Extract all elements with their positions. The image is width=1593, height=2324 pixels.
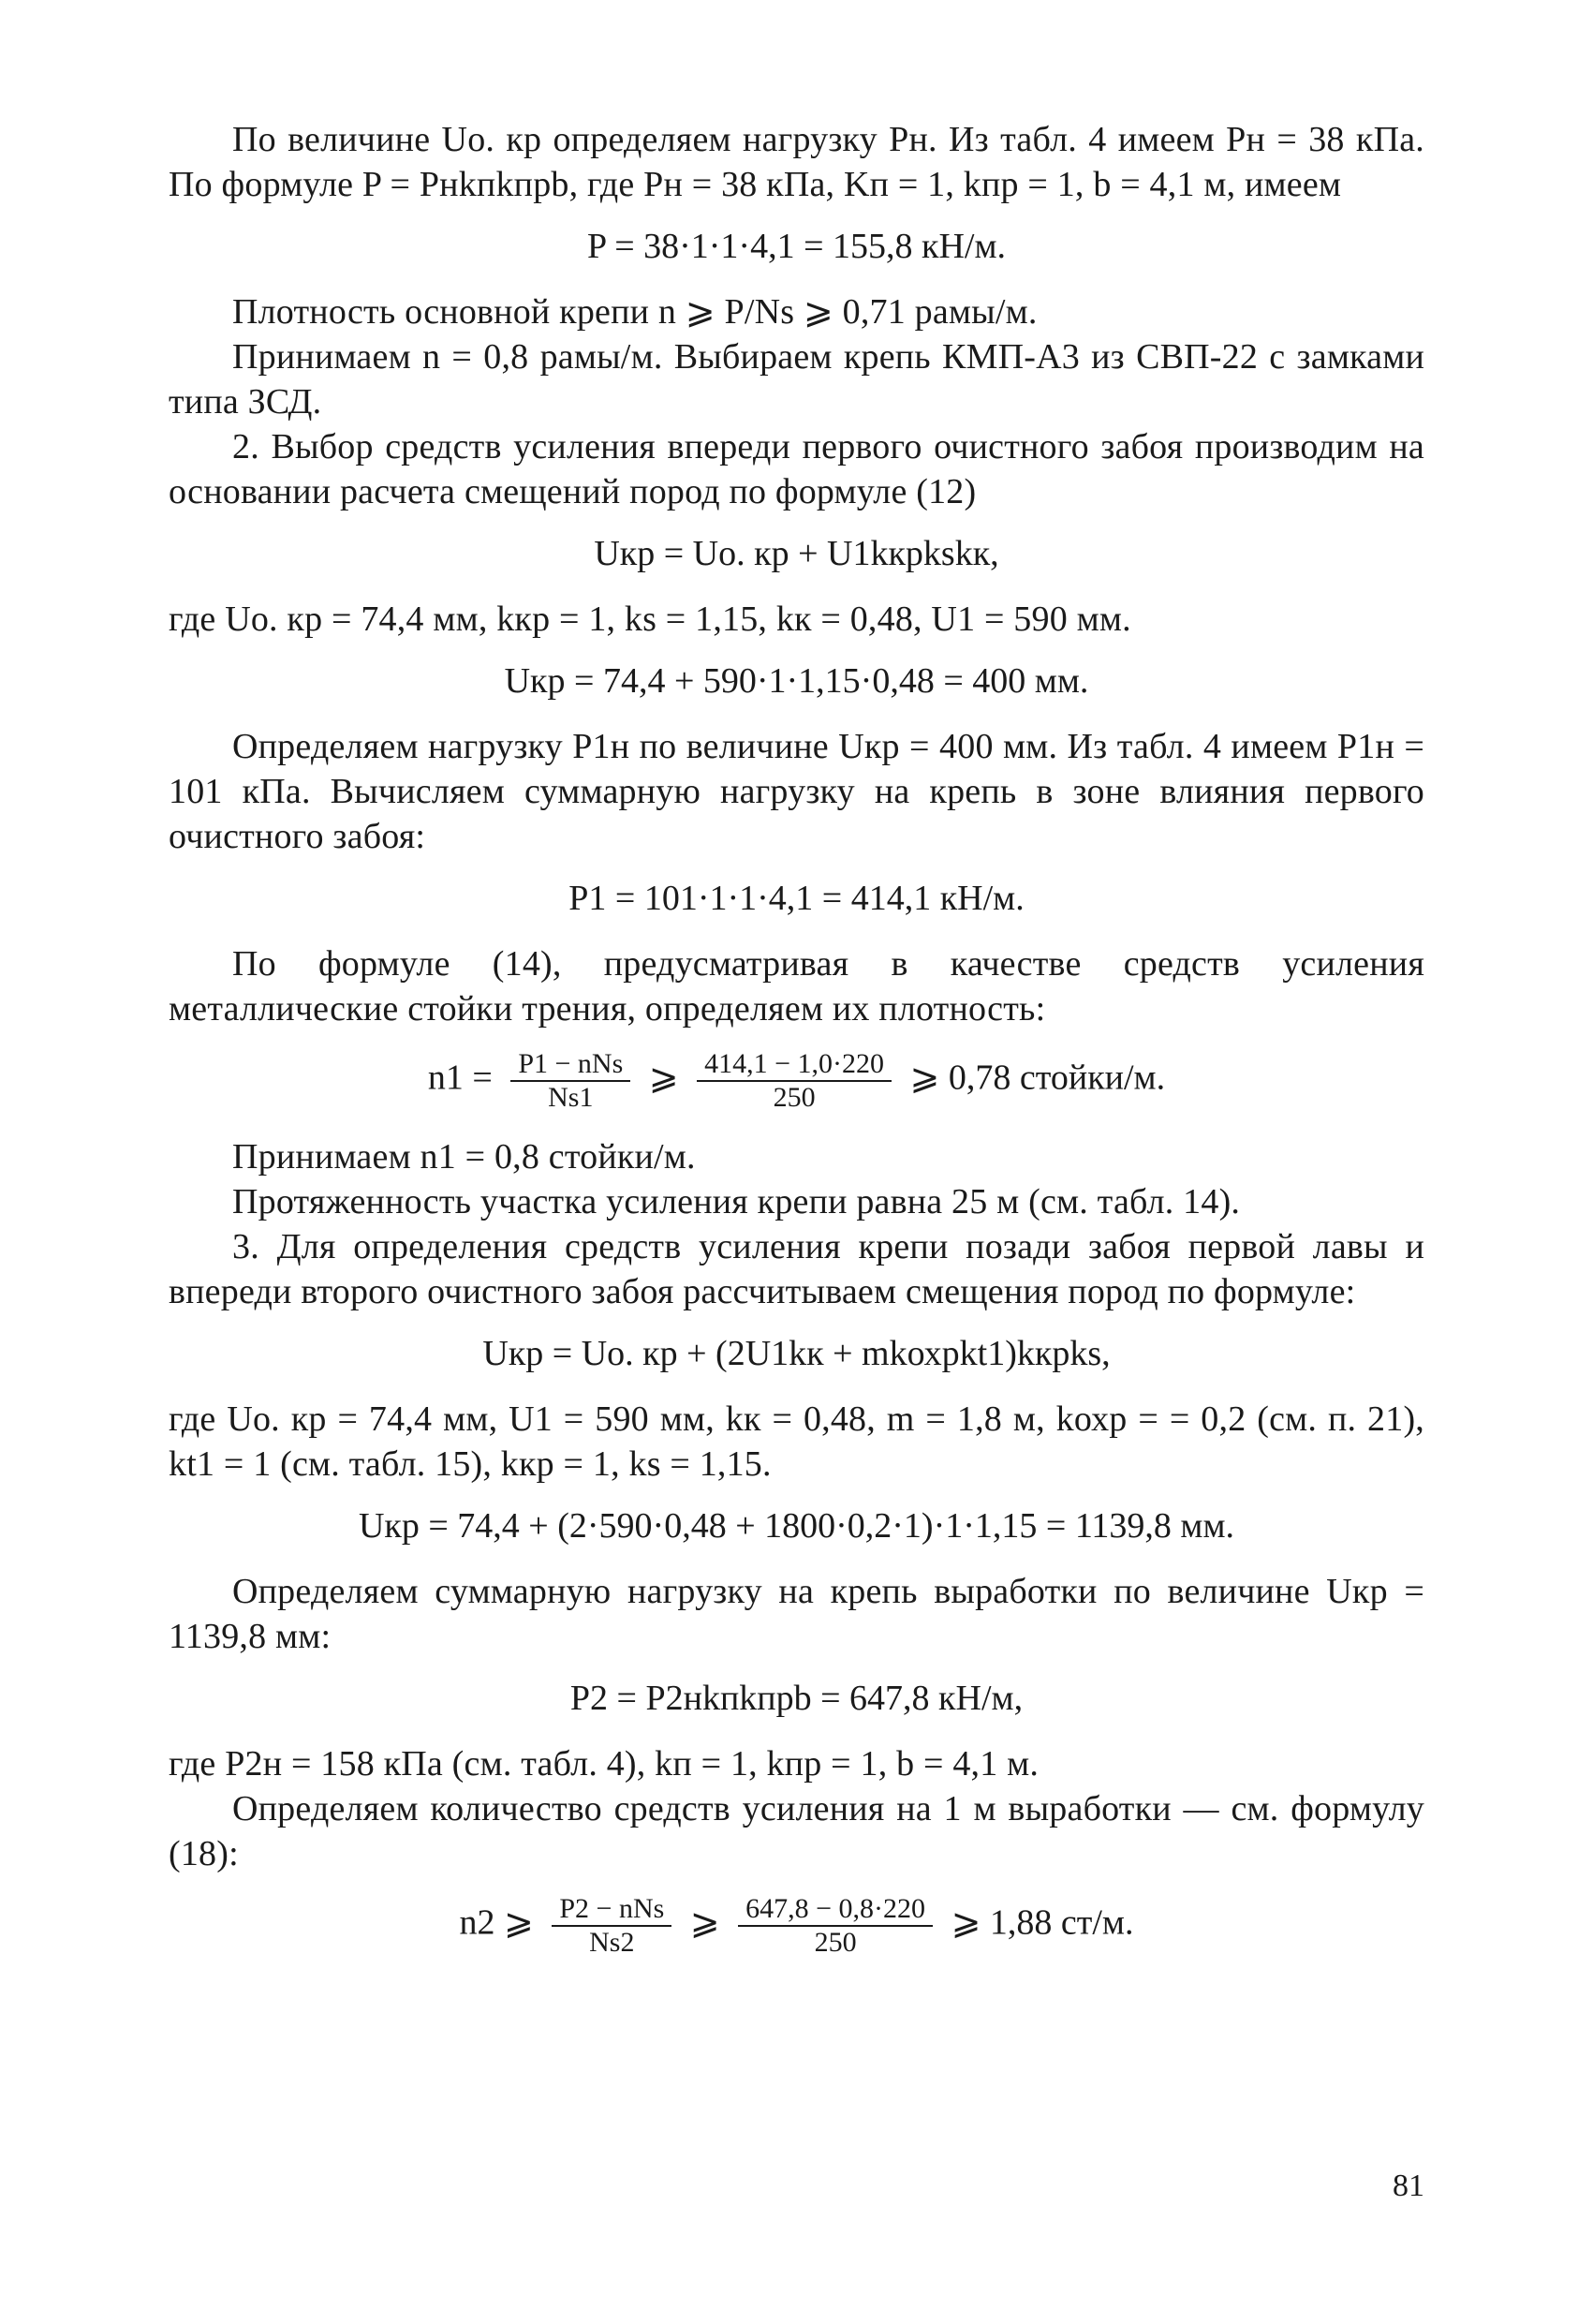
formula-5-fraction-1 [510, 1048, 630, 1114]
formula-2: Uкр = Uо. кр + U1kкрkskк, [594, 534, 999, 573]
formula-9-lhs: n2 ⩾ [459, 1902, 534, 1943]
formula-5-rhs: ⩾ 0,78 стойки/м. [909, 1058, 1166, 1098]
formula-5-numerator-2: 414,1 − 1,0·220 [697, 1048, 892, 1082]
formula-7: Uкр = 74,4 + (2·590·0,48 + 1800·0,2·1)·1·1,15 = 1139,8 мм. [358, 1506, 1235, 1546]
paragraph-1: По величине Uо. кр определяем нагрузку Pн. Из табл. 4 имеем Pн = 38 кПа. По формуле P = Pнkпkпрb, где Pн = 38 кПа, Kп = 1, kпр = 1, b = 4,1 м, имеем [169, 120, 1424, 204]
formula-8: P2 = P2нkпkпрb = 647,8 кН/м, [569, 1679, 1024, 1718]
formula-5-lhs: n1 = [427, 1058, 493, 1098]
paragraph-3: Принимаем n = 0,8 рамы/м. Выбираем крепь КМП-А3 из СВП-22 с замками типа ЗСД. [169, 337, 1424, 422]
formula-5-numerator-1: P1 − nNs [510, 1048, 630, 1082]
formula-9-denominator-1: Ns2 [589, 1927, 635, 1958]
formula-3: Uкр = 74,4 + 590·1·1,15·0,48 = 400 мм. [504, 661, 1089, 701]
formula-6: Uкр = Uо. кр + (2U1kк + mkохрkt1)kкрks, [482, 1334, 1111, 1373]
formula-1: P = 38·1·1·4,1 = 155,8 кН/м. [586, 227, 1007, 266]
formula-9-rhs: ⩾ 1,88 ст/м. [951, 1902, 1134, 1943]
paragraph-6: Определяем нагрузку P1н по величине Uкр = 400 мм. Из табл. 4 имеем P1н = 101 кПа. Вычисляем суммарную нагрузку на крепь в зоне влияния первого очистного забоя: [169, 727, 1424, 856]
formula-9-numerator-2: 647,8 − 0,8·220 [738, 1893, 933, 1927]
paragraph-4: 2. Выбор средств усиления впереди первого очистного забоя производим на основании расчета смещений пород по формуле (12) [169, 427, 1424, 511]
paragraph-8: Принимаем n1 = 0,8 стойки/м. [232, 1137, 696, 1177]
formula-5-ge: ⩾ [648, 1058, 679, 1098]
paragraph-9: Протяженность участка усиления крепи равна 25 м (см. табл. 14). [232, 1182, 1241, 1221]
formula-4: P1 = 101·1·1·4,1 = 414,1 кН/м. [568, 879, 1025, 918]
formula-9-fraction-1 [552, 1893, 671, 1959]
formula-9-numerator-1: P2 − nNs [552, 1893, 671, 1927]
formula-5-fraction-2 [697, 1048, 892, 1114]
paragraph-2: Плотность основной крепи n ⩾ P/Ns ⩾ 0,71 рамы/м. [232, 292, 1038, 332]
paragraph-14: Определяем количество средств усиления на 1 м выработки — см. формулу (18): [169, 1789, 1424, 1873]
paragraph-10: 3. Для определения средств усиления крепи позади забоя первой лавы и впереди второго очистного забоя рассчитываем смещения пород по формуле: [169, 1227, 1424, 1311]
formula-9-denominator-2: 250 [814, 1927, 857, 1958]
paragraph-7: По формуле (14), предусматривая в качестве средств усиления металлические стойки трения, определяем их плотность: [169, 944, 1424, 1029]
formula-5 [169, 1048, 1424, 1114]
paragraph-12: Определяем суммарную нагрузку на крепь выработки по величине Uкр = 1139,8 мм: [169, 1572, 1424, 1656]
formula-9 [169, 1893, 1424, 1959]
formula-5-denominator-1: Ns1 [548, 1082, 594, 1113]
formula-5-denominator-2: 250 [773, 1082, 816, 1113]
page-number: 81 [1393, 2169, 1424, 2203]
formula-9-ge: ⩾ [689, 1902, 720, 1943]
paragraph-5: где Uо. кр = 74,4 мм, kкр = 1, ks = 1,15, kк = 0,48, U1 = 590 мм. [169, 600, 1131, 639]
paragraph-13: где P2н = 158 кПа (см. табл. 4), kп = 1, kпр = 1, b = 4,1 м. [169, 1744, 1040, 1784]
formula-9-fraction-2 [738, 1893, 933, 1959]
paragraph-11: где Uо. кр = 74,4 мм, U1 = 590 мм, kк = 0,48, m = 1,8 м, kохр = = 0,2 (см. п. 21), kt1 = 1 (см. табл. 15), kкр = 1, ks = 1,15. [169, 1399, 1424, 1484]
